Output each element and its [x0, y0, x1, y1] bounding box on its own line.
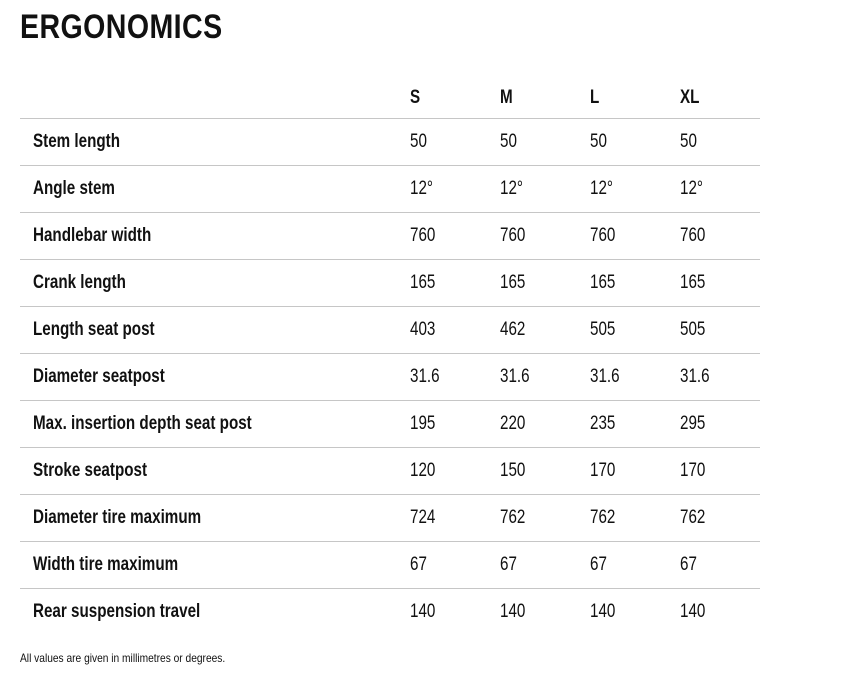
cell-value-text: 67	[590, 554, 607, 575]
cell-value	[500, 354, 590, 401]
table-row	[20, 119, 760, 166]
row-label-cell	[20, 119, 410, 166]
cell-value-text: 12°	[500, 178, 523, 199]
row-label-cell	[20, 166, 410, 213]
row-label: Length seat post	[33, 319, 155, 340]
column-header-label: XL	[680, 87, 700, 108]
row-label: Handlebar width	[33, 225, 152, 246]
cell-value	[590, 401, 680, 448]
cell-value-text: 31.6	[590, 366, 620, 387]
cell-value-text: 403	[410, 319, 436, 340]
cell-value-text: 140	[410, 601, 436, 622]
cell-value-text: 67	[680, 554, 697, 575]
cell-value-text: 762	[500, 507, 526, 528]
cell-value-text: 140	[500, 601, 526, 622]
cell-value	[680, 589, 760, 636]
cell-value	[680, 307, 760, 354]
cell-value	[410, 401, 500, 448]
cell-value-text: 760	[410, 225, 436, 246]
row-label: Stroke seatpost	[33, 460, 148, 481]
row-label-cell	[20, 495, 410, 542]
cell-value-text: 170	[590, 460, 616, 481]
cell-value-text: 724	[410, 507, 436, 528]
row-label-cell	[20, 307, 410, 354]
cell-value	[590, 589, 680, 636]
cell-value-text: 50	[680, 131, 697, 152]
cell-value	[590, 495, 680, 542]
cell-value	[500, 495, 590, 542]
cell-value-text: 170	[680, 460, 706, 481]
cell-value-text: 760	[500, 225, 526, 246]
cell-value-text: 760	[590, 225, 616, 246]
units-footnote: All values are given in millimetres or degrees.	[20, 651, 226, 665]
cell-value-text: 12°	[410, 178, 433, 199]
header-row	[20, 78, 760, 119]
cell-value	[500, 401, 590, 448]
cell-value-text: 31.6	[500, 366, 530, 387]
cell-value-text: 762	[680, 507, 706, 528]
cell-value-text: 295	[680, 413, 706, 434]
cell-value	[680, 166, 760, 213]
cell-value	[590, 166, 680, 213]
cell-value	[410, 495, 500, 542]
cell-value	[410, 589, 500, 636]
cell-value	[410, 119, 500, 166]
row-label: Diameter tire maximum	[33, 507, 202, 528]
cell-value	[410, 260, 500, 307]
cell-value	[680, 542, 760, 589]
cell-value	[410, 448, 500, 495]
cell-value	[680, 119, 760, 166]
cell-value-text: 12°	[590, 178, 613, 199]
table-row	[20, 495, 760, 542]
row-label: Angle stem	[33, 178, 115, 199]
cell-value	[680, 448, 760, 495]
cell-value	[590, 542, 680, 589]
cell-value-text: 140	[590, 601, 616, 622]
cell-value	[500, 213, 590, 260]
cell-value	[500, 448, 590, 495]
row-label: Stem length	[33, 131, 120, 152]
column-header	[590, 78, 680, 119]
cell-value	[680, 401, 760, 448]
cell-value-text: 67	[410, 554, 427, 575]
table-row	[20, 542, 760, 589]
cell-value	[410, 307, 500, 354]
cell-value	[590, 448, 680, 495]
cell-value-text: 505	[590, 319, 616, 340]
row-label-cell	[20, 542, 410, 589]
cell-value	[500, 589, 590, 636]
row-label-cell	[20, 354, 410, 401]
cell-value-text: 140	[680, 601, 706, 622]
cell-value-text: 12°	[680, 178, 703, 199]
column-header-label: L	[590, 87, 600, 108]
column-header	[410, 78, 500, 119]
cell-value	[410, 213, 500, 260]
header-corner-cell	[20, 78, 410, 119]
cell-value	[500, 166, 590, 213]
table-body	[20, 119, 760, 636]
cell-value-text: 120	[410, 460, 436, 481]
cell-value-text: 31.6	[680, 366, 710, 387]
row-label: Diameter seatpost	[33, 366, 165, 387]
table-row	[20, 448, 760, 495]
cell-value	[500, 119, 590, 166]
row-label: Crank length	[33, 272, 126, 293]
cell-value	[680, 354, 760, 401]
row-label-cell	[20, 260, 410, 307]
table-row	[20, 307, 760, 354]
cell-value	[680, 495, 760, 542]
table-row	[20, 213, 760, 260]
page-title: ERGONOMICS	[20, 8, 223, 46]
cell-value-text: 50	[500, 131, 517, 152]
cell-value-text: 235	[590, 413, 616, 434]
cell-value-text: 220	[500, 413, 526, 434]
row-label-cell	[20, 401, 410, 448]
row-label-cell	[20, 448, 410, 495]
cell-value	[500, 307, 590, 354]
cell-value	[590, 260, 680, 307]
cell-value-text: 760	[680, 225, 706, 246]
row-label: Rear suspension travel	[33, 601, 201, 622]
cell-value	[500, 542, 590, 589]
cell-value	[590, 213, 680, 260]
row-label: Max. insertion depth seat post	[33, 413, 252, 434]
table-row	[20, 260, 760, 307]
cell-value-text: 195	[410, 413, 436, 434]
cell-value	[590, 119, 680, 166]
cell-value	[410, 354, 500, 401]
column-header-label: M	[500, 87, 513, 108]
table-row	[20, 589, 760, 636]
cell-value-text: 50	[410, 131, 427, 152]
cell-value-text: 165	[500, 272, 526, 293]
cell-value-text: 165	[680, 272, 706, 293]
cell-value-text: 67	[500, 554, 517, 575]
cell-value	[410, 166, 500, 213]
cell-value-text: 762	[590, 507, 616, 528]
cell-value-text: 31.6	[410, 366, 440, 387]
row-label: Width tire maximum	[33, 554, 179, 575]
column-header-label: S	[410, 87, 421, 108]
column-header	[500, 78, 590, 119]
cell-value-text: 505	[680, 319, 706, 340]
table-row	[20, 401, 760, 448]
cell-value-text: 462	[500, 319, 526, 340]
column-header	[680, 78, 760, 119]
cell-value	[590, 354, 680, 401]
cell-value-text: 165	[410, 272, 436, 293]
cell-value-text: 150	[500, 460, 526, 481]
cell-value	[680, 213, 760, 260]
cell-value-text: 50	[590, 131, 607, 152]
ergonomics-table	[20, 78, 760, 635]
cell-value	[500, 260, 590, 307]
cell-value-text: 165	[590, 272, 616, 293]
row-label-cell	[20, 589, 410, 636]
cell-value	[590, 307, 680, 354]
table-row	[20, 354, 760, 401]
cell-value	[680, 260, 760, 307]
cell-value	[410, 542, 500, 589]
table-row	[20, 166, 760, 213]
row-label-cell	[20, 213, 410, 260]
